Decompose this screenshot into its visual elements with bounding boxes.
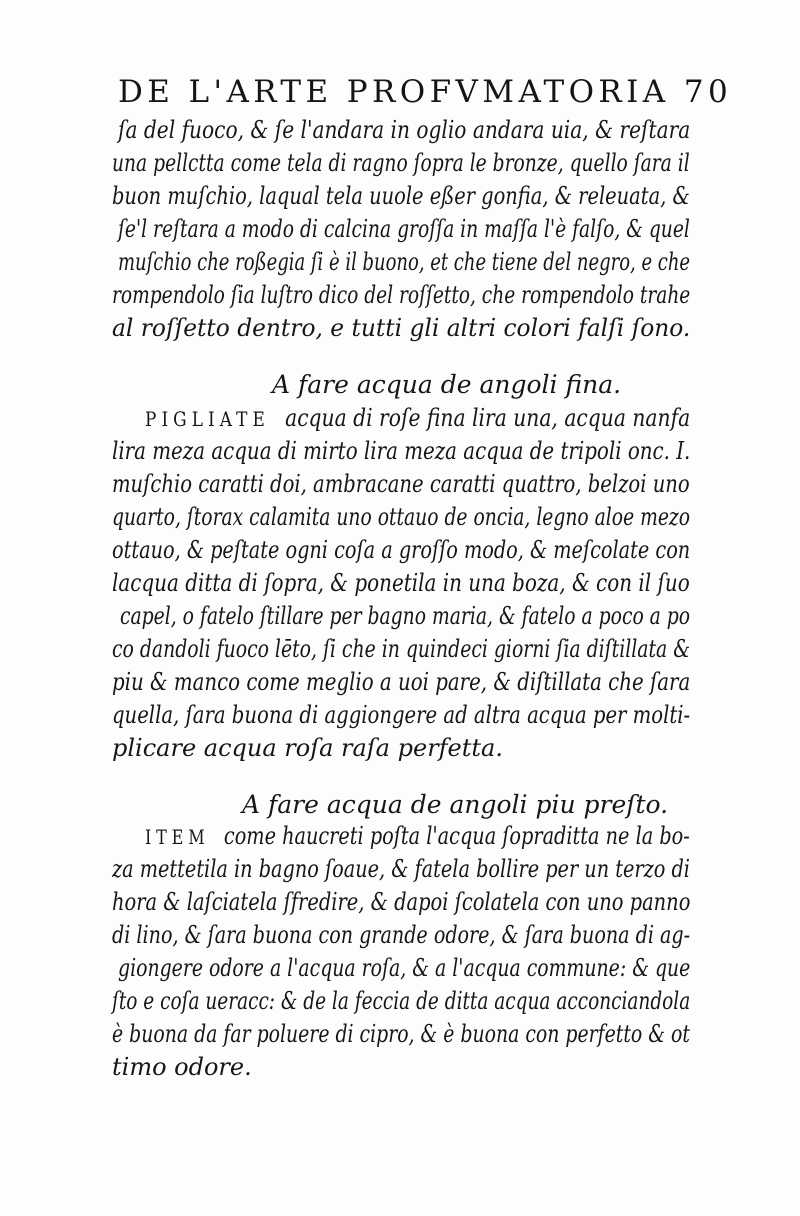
text-line: una pellctta come tela di ragno ſopra le bronze, quello ſara il <box>112 149 690 177</box>
text-line: quarto, ſtorax calamita uno ottauo de oncia, legno aloe mezo <box>112 503 691 531</box>
text-line: giongere odore a l'acqua roſa, & a l'acqua commune: & que <box>118 954 691 982</box>
text-line: ſa del fuoco, & ſe l'andara in oglio andara uia, & reſtara <box>118 116 691 144</box>
text-line-lead <box>145 404 690 432</box>
text-line: hora & laſciatela ſfredire, & dapoi ſcolatela con uno panno <box>112 888 691 916</box>
text-line-rest: come haucreti poſta l'acqua ſopraditta ne la bo- <box>223 822 690 850</box>
text-line: co dandoli fuoco lēto, ſi che in quindeci giorni ſia diſtillata & <box>112 635 690 663</box>
text-line: plicare acqua roſa raſa perfetta. <box>112 734 503 762</box>
page-header: DE L'ARTE PROFVMATORIA 70 <box>118 74 733 110</box>
text-line: al roſſetto dentro, e tutti gli altri colori falſi ſono. <box>112 314 691 342</box>
text-line-lead <box>145 822 690 850</box>
text-line: è buona da far poluere di cipro, & è buona con perfetto & ot <box>112 1020 690 1048</box>
text-line: di lino, & ſara buona con grande odore, & ſara buona di ag- <box>112 921 691 949</box>
text-line: ottauo, & peſtate ogni coſa a groſſo modo, & meſcolate con <box>112 536 691 564</box>
text-line: za mettetila in bagno ſoaue, & fatela bollire per un terzo di <box>112 855 690 883</box>
text-line: capel, o fatelo ſtillare per bagno maria, & fatelo a poco a po <box>120 602 691 630</box>
text-line: quella, ſara buona di aggiongere ad altra acqua per molti- <box>112 701 691 729</box>
text-line-rest: acqua di roſe fina lira una, acqua nanfa <box>285 404 691 432</box>
text-line: lira meza acqua di mirto lira meza acqua de tripoli onc. I. <box>112 437 691 465</box>
text-line: ſe'l reſtara a modo di calcina groſſa in maſſa l'è falſo, & quel <box>118 215 690 243</box>
section-heading: A fare acqua de angoli fina. <box>272 370 622 399</box>
text-line: rompendolo ſia luſtro dico del roſſetto, che rompendolo trahe <box>112 281 691 309</box>
lead-word: ITEM <box>145 825 210 849</box>
lead-word: PIGLIATE <box>145 407 270 431</box>
text-line: muſchio caratti doi, ambracane caratti quattro, belzoi uno <box>112 470 690 498</box>
text-line: timo odore. <box>112 1053 252 1081</box>
text-line: lacqua ditta di ſopra, & ponetila in una boza, & con il ſuo <box>112 569 690 597</box>
text-line: buon muſchio, laqual tela uuole eßer gonfia, & releuata, & <box>112 182 690 210</box>
text-line: piu & manco come meglio a uoi pare, & diſtillata che ſara <box>112 668 691 696</box>
section-heading: A fare acqua de angoli piu preſto. <box>242 790 669 819</box>
text-line: ſto e coſa ueracc: & de la feccia de ditta acqua acconciandola <box>112 987 691 1015</box>
text-line: muſchio che roßegia ſi è il buono, et che tiene del negro, e che <box>118 248 691 276</box>
